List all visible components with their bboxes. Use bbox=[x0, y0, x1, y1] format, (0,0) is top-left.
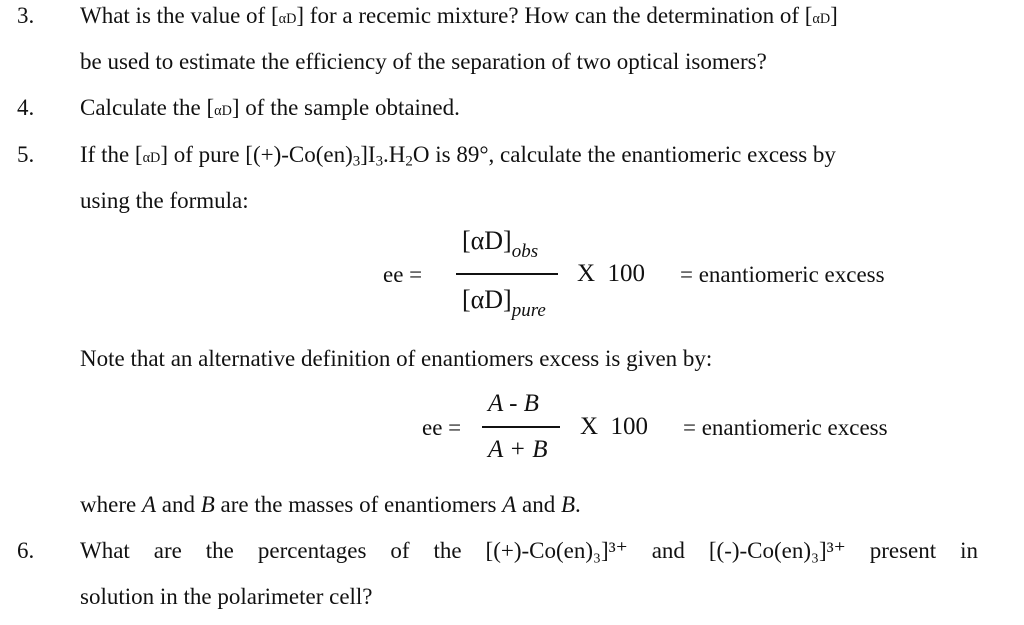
formula-multiplier: X 100 bbox=[580, 413, 649, 440]
question-6-line-1: What are the percentages of the [(+)-Co(en)₃]³⁺ and [(-)-Co(en)₃]³⁺ present in bbox=[80, 538, 978, 563]
formula-denominator: A + B bbox=[488, 436, 548, 463]
formula-result: = enantiomeric excess bbox=[680, 262, 885, 287]
question-3-line-1: What is the value of [αD] for a recemic mixture? How can the determination of [αD] bbox=[80, 3, 838, 28]
question-4-line-1: Calculate the [αD] of the sample obtained. bbox=[80, 95, 460, 120]
question-3-line-2: be used to estimate the efficiency of the separation of two optical isomers? bbox=[80, 49, 767, 74]
formula-result: = enantiomeric excess bbox=[683, 415, 888, 440]
item-number-4: 4. bbox=[17, 95, 35, 120]
formula-numerator: $[\alpha D]_{obs}$ bbox=[462, 226, 539, 262]
formula-lhs: ee = bbox=[383, 262, 423, 287]
formula-multiplier: X 100 bbox=[577, 260, 646, 287]
where-text: where A and B are the masses of enantiomers A and B. bbox=[80, 492, 581, 517]
item-number-6: 6. bbox=[17, 538, 35, 563]
alpha-d-symbol: αD bbox=[812, 11, 831, 27]
formula-denominator: $[\alpha D]_{pure}$ bbox=[462, 285, 546, 321]
fraction-bar bbox=[482, 426, 560, 428]
item-number-5: 5. bbox=[17, 142, 35, 167]
question-5-line-1: If the [αD] of pure $[(+)-Co(en)_3]I_3.H_2O$ is 89°, calculate the enantiomeric excess by bbox=[80, 142, 836, 170]
formula-lhs: ee = bbox=[422, 415, 462, 440]
question-6-line-2: solution in the polarimeter cell? bbox=[80, 584, 373, 609]
question-5-line-2: using the formula: bbox=[80, 188, 249, 213]
item-number-3: 3. bbox=[17, 3, 35, 28]
fraction-bar bbox=[456, 273, 558, 275]
alpha-d-symbol: αD bbox=[214, 103, 232, 119]
formula-numerator: A - B bbox=[488, 390, 539, 417]
alpha-d-symbol: αD bbox=[278, 11, 297, 27]
note-text: Note that an alternative definition of enantiomers excess is given by: bbox=[80, 346, 713, 371]
alpha-d-symbol: αD bbox=[142, 150, 161, 166]
